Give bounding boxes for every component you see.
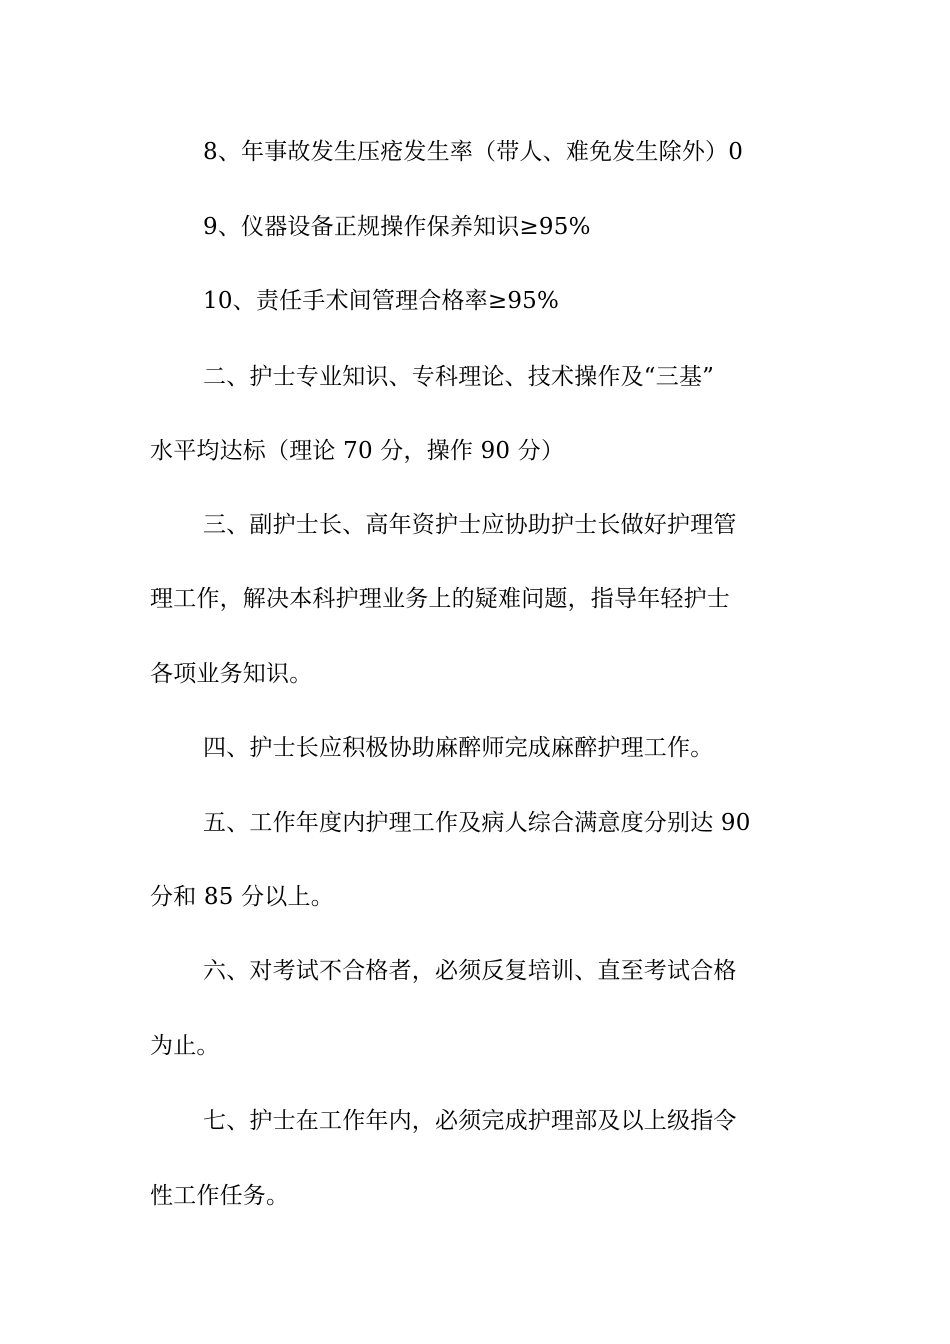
section-2-line-2: 水平均达标（理论 70 分，操作 90 分） (150, 438, 565, 464)
section-3-line-1: 三、副护士长、高年资护士应协助护士长做好护理管 (203, 512, 737, 538)
section-2-line-1: 二、护士专业知识、专科理论、技术操作及“三基” (203, 364, 715, 390)
item-10-line: 10、责任手术间管理合格率≥95% (203, 288, 560, 314)
section-6-line-2: 为止。 (150, 1033, 220, 1059)
section-3-line-3: 各项业务知识。 (150, 661, 313, 687)
section-7-line-2: 性工作任务。 (150, 1183, 290, 1209)
section-7-line-1: 七、护士在工作年内，必须完成护理部及以上级指令 (203, 1108, 737, 1134)
item-9-line: 9、仪器设备正规操作保养知识≥95% (203, 214, 591, 240)
section-5-line-1: 五、工作年度内护理工作及病人综合满意度分别达 90 (203, 810, 751, 836)
section-6-line-1: 六、对考试不合格者，必须反复培训、直至考试合格 (203, 958, 737, 984)
section-3-line-2: 理工作，解决本科护理业务上的疑难问题，指导年轻护士 (150, 586, 730, 612)
section-5-line-2: 分和 85 分以上。 (150, 884, 334, 910)
item-8-line: 8、年事故发生压疮发生率（带人、难免发生除外）0 (203, 139, 744, 165)
section-4-line: 四、护士长应积极协助麻醉师完成麻醉护理工作。 (203, 735, 714, 761)
